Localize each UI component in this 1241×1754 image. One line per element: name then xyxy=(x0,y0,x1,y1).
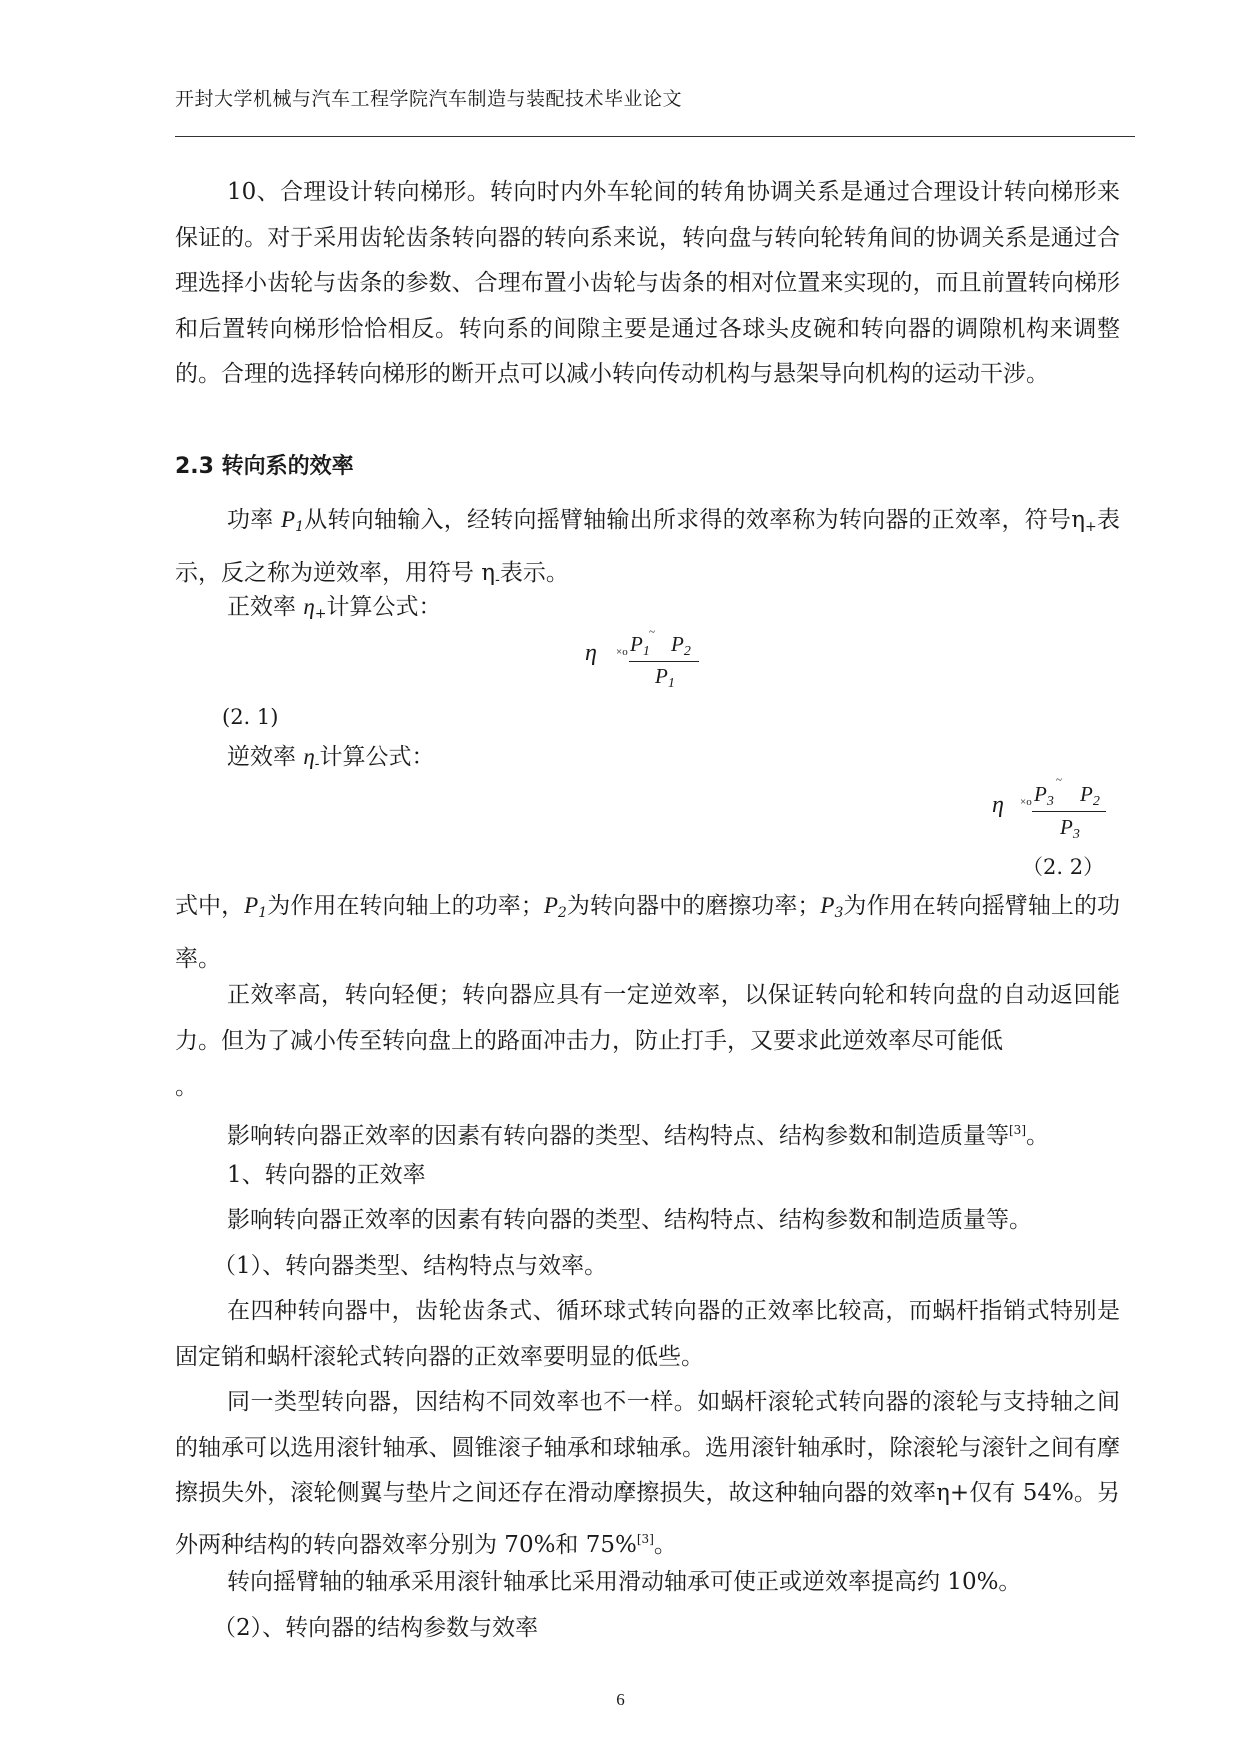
numerator xyxy=(630,632,650,660)
text: 同一类型转向器，因结构不同效率也不一样。如蜗杆滚轮式转向器的滚轮与支持轴之间的轴承可以选用滚针轴承、圆锥滚子轴承和球轴承。选用滚针轴承时，除滚轮与滚针之间有摩擦损失外，滚轮侧翼与垫片之间还存在滑动摩擦损失，故这种轴向器的效率η+仅有 54%。另外两种结构的转向器效率分别为 70%和 75% xyxy=(175,1389,1120,1558)
text: 表示。 xyxy=(499,559,569,586)
operator-mark: ×o xyxy=(616,646,628,658)
symbol-p: P xyxy=(244,893,259,918)
symbol-p: P xyxy=(655,664,668,688)
text: 为作用在转向轴上的功率； xyxy=(267,893,544,919)
subscript: 3 xyxy=(834,905,844,921)
subscript: + xyxy=(314,606,327,622)
tilde-mark: ~ xyxy=(1056,774,1062,786)
subscript: 2 xyxy=(557,905,567,921)
text: 计算公式： xyxy=(326,594,442,620)
paragraph-bearing-improvement: 转向摇臂轴的轴承采用滚针轴承比采用滑动轴承可使正或逆效率提高约 10%。 xyxy=(227,1569,1022,1595)
citation: [3] xyxy=(1009,1123,1026,1137)
paragraph-trapezoid: 10、合理设计转向梯形。转向时内外车轮间的转角协调关系是通过合理设计转向梯形来保证的。对于采用齿轮齿条转向器的转向系来说，转向盘与转向轮转角间的协调关系是通过合理选择小齿轮与齿条的参数、合理布置小齿轮与齿条的相对位置来实现的，而且前置转向梯形和后置转向梯形恰恰相反。转向系的间隙主要是通过各球头皮碗和转向器的调隙机构来调整的。合理的选择转向梯形的断开点可以减小转向传动机构与悬架导向机构的运动干涉。 xyxy=(175,179,1120,387)
text: 表示，反之称为逆效率，用符号 η xyxy=(175,507,1121,586)
subheading-structural-parameters: （2）、转向器的结构参数与效率 xyxy=(213,1615,539,1641)
denominator xyxy=(1060,815,1080,843)
subscript: + xyxy=(1085,519,1097,535)
reverse-efficiency-label xyxy=(227,740,434,781)
numerator xyxy=(1080,782,1100,810)
symbol-p: P xyxy=(1034,782,1047,806)
eta-symbol: η xyxy=(585,640,597,666)
text: 功率 xyxy=(227,507,282,533)
fraction-bar xyxy=(1032,811,1106,812)
text: 为作用在转向摇臂轴上的功率。 xyxy=(175,893,1121,972)
paragraph-symbol-definitions xyxy=(175,883,1120,982)
running-header: 开封大学机械与汽车工程学院汽车制造与装配技术毕业论文 xyxy=(175,88,683,110)
tilde-mark: ~ xyxy=(649,626,655,638)
forward-efficiency-label xyxy=(227,590,441,631)
paragraph-efficiency-definition xyxy=(175,497,1120,603)
symbol-p: P xyxy=(543,893,558,918)
page-number: 6 xyxy=(616,1690,625,1709)
symbol-p: P xyxy=(281,507,296,532)
subscript: 1 xyxy=(258,905,268,921)
numerator xyxy=(671,632,691,660)
section-heading: 2.3 转向系的效率 xyxy=(175,454,354,479)
paragraph-influencing-factors xyxy=(175,1108,1120,1160)
forward-efficiency-formula xyxy=(585,626,705,691)
subscript: - xyxy=(314,756,320,772)
text: 逆效率 xyxy=(227,744,304,770)
text: 计算公式： xyxy=(319,744,435,770)
symbol-p: P xyxy=(820,893,835,918)
text: 。 xyxy=(1026,1123,1049,1149)
paragraph-efficiency-requirements: 正效率高，转向轻便；转向器应具有一定逆效率，以保证转向轮和转向盘的自动返回能力。但为了减小传至转向盘上的路面冲击力，防止打手，又要求此逆效率尽可能低 xyxy=(175,982,1120,1054)
symbol-p: P xyxy=(1060,815,1073,839)
symbol-p: P xyxy=(671,632,684,656)
equation-number-2-1: (2. 1) xyxy=(222,705,279,729)
text: 正效率 xyxy=(227,594,304,620)
text: 。 xyxy=(653,1531,677,1558)
numerator xyxy=(1034,782,1054,810)
subscript: 2 xyxy=(683,644,691,659)
subheading-type-structure: （1）、转向器类型、结构特点与效率。 xyxy=(213,1253,608,1279)
denominator xyxy=(655,664,675,692)
symbol-p: P xyxy=(630,632,643,656)
eta-symbol: η xyxy=(303,594,315,619)
text: 式中， xyxy=(175,893,245,919)
subscript: 3 xyxy=(1072,827,1080,842)
operator-mark: ×o xyxy=(1020,796,1032,808)
subscript: 2 xyxy=(1092,794,1100,809)
paragraph-same-type xyxy=(175,1380,1120,1568)
paragraph-four-types: 在四种转向器中，齿轮齿条式、循环球式转向器的正效率比较高，而蜗杆指销式特别是固定销和蜗杆滚轮式转向器的正效率要明显的低些。 xyxy=(175,1298,1120,1370)
citation: [3] xyxy=(636,1531,654,1546)
subscript: 3 xyxy=(1046,794,1054,809)
reverse-efficiency-formula xyxy=(992,774,1112,842)
text: 影响转向器正效率的因素有转向器的类型、结构特点、结构参数和制造质量等 xyxy=(227,1123,1009,1149)
subscript: - xyxy=(495,571,500,588)
text: 从转向轴输入，经转向摇臂轴输出所求得的效率称为转向器的正效率，符号η xyxy=(304,507,1086,533)
subscript: 1 xyxy=(642,644,650,659)
header-rule xyxy=(175,136,1135,137)
fraction-bar xyxy=(629,661,699,662)
subscript: 1 xyxy=(295,519,305,535)
eta-symbol: η xyxy=(992,792,1004,818)
orphan-period: 。 xyxy=(175,1074,198,1100)
equation-number-2-2: （2. 2） xyxy=(1022,855,1105,879)
symbol-p: P xyxy=(1080,782,1093,806)
paragraph-factors-repeat: 影响转向器正效率的因素有转向器的类型、结构特点、结构参数和制造质量等。 xyxy=(227,1207,1032,1233)
subscript: 1 xyxy=(667,676,675,691)
text: 为转向器中的磨擦功率； xyxy=(566,893,821,919)
eta-symbol: η xyxy=(303,744,315,769)
subheading-forward-efficiency: 1、转向器的正效率 xyxy=(227,1162,426,1188)
